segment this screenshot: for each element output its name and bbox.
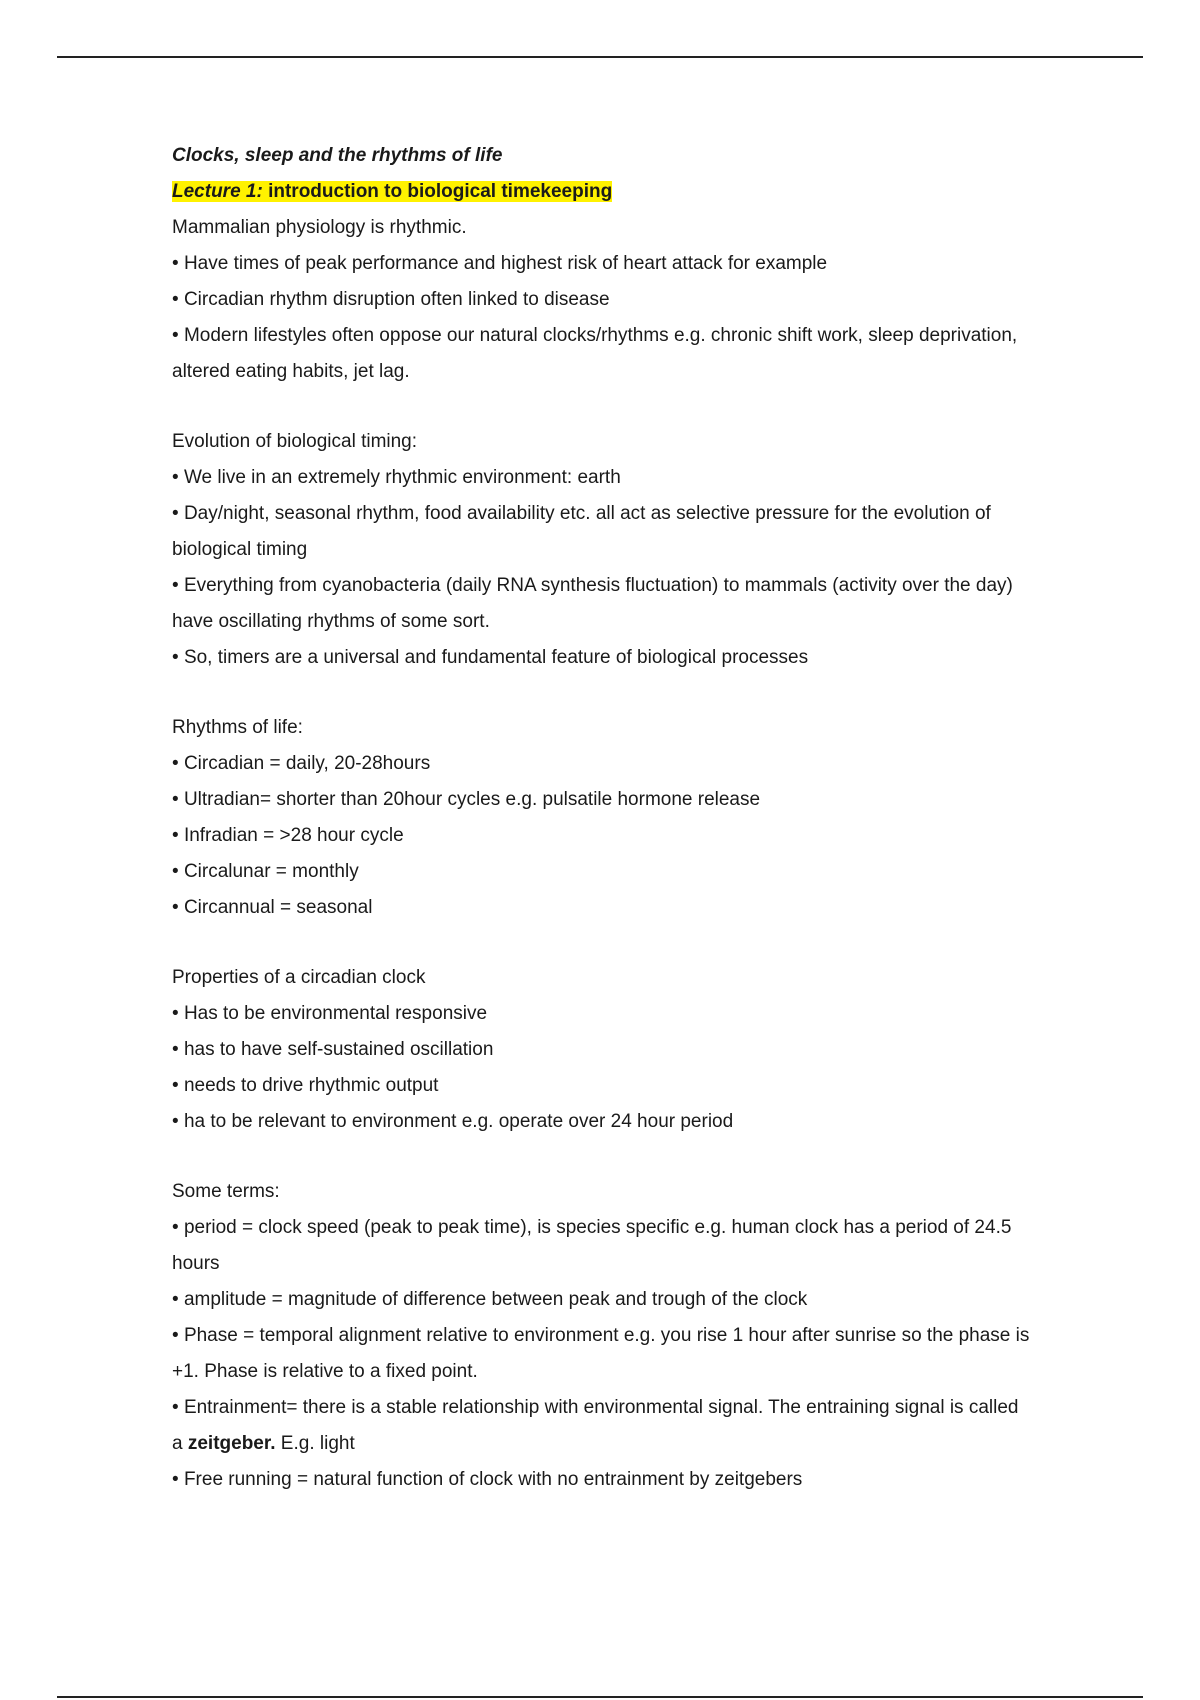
terms-bullet: • Phase = temporal alignment relative to environment e.g. you rise 1 hour after sunrise so the phase is +1. Phase is relative to a fixed point.: [172, 1318, 1032, 1390]
rhythms-bullet: • Circannual = seasonal: [172, 890, 1032, 926]
document-title: Clocks, sleep and the rhythms of life: [172, 145, 503, 166]
evolution-bullet: • Everything from cyanobacteria (daily RNA synthesis fluctuation) to mammals (activity over the day) have oscillating rhythms of some sort.: [172, 568, 1032, 640]
spacer: [172, 926, 1032, 960]
document-body: [172, 138, 1032, 1498]
spacer: [172, 676, 1032, 710]
spacer: [172, 1140, 1032, 1174]
terms-heading: Some terms:: [172, 1181, 280, 1202]
spacer: [172, 390, 1032, 424]
evolution-bullet: • So, timers are a universal and fundamental feature of biological processes: [172, 640, 1032, 676]
properties-bullet: • has to have self-sustained oscillation: [172, 1032, 1032, 1068]
rhythms-bullet: • Infradian = >28 hour cycle: [172, 818, 1032, 854]
lecture-title: introduction to biological timekeeping: [262, 181, 613, 202]
intro-bullet: • Have times of peak performance and highest risk of heart attack for example: [172, 246, 1032, 282]
lecture-highlight: [172, 181, 612, 202]
lecture-prefix: Lecture 1:: [172, 181, 263, 202]
top-rule: [57, 56, 1143, 58]
properties-bullet: • ha to be relevant to environment e.g. operate over 24 hour period: [172, 1104, 1032, 1140]
properties-bullet: • needs to drive rhythmic output: [172, 1068, 1032, 1104]
terms-bullet: • period = clock speed (peak to peak time), is species specific e.g. human clock has a period of 24.5 hours: [172, 1210, 1032, 1282]
properties-heading: Properties of a circadian clock: [172, 967, 426, 988]
intro-statement: Mammalian physiology is rhythmic.: [172, 217, 467, 238]
evolution-heading: Evolution of biological timing:: [172, 431, 418, 452]
entrainment-example: E.g. light: [275, 1433, 355, 1454]
terms-bullet: • amplitude = magnitude of difference between peak and trough of the clock: [172, 1282, 1032, 1318]
intro-bullet: • Modern lifestyles often oppose our natural clocks/rhythms e.g. chronic shift work, sleep deprivation, altered eating habits, jet lag.: [172, 318, 1032, 390]
rhythms-bullet: • Circadian = daily, 20-28hours: [172, 746, 1032, 782]
evolution-bullet: • We live in an extremely rhythmic environment: earth: [172, 460, 1032, 496]
terms-bullet-entrainment: [172, 1390, 1032, 1462]
bottom-rule: [57, 1696, 1143, 1698]
zeitgeber-term: zeitgeber.: [187, 1433, 276, 1454]
entrainment-text: Entrainment= there is a stable relationship with environmental signal. The entraining signal is called a: [172, 1397, 1019, 1454]
evolution-bullet: • Day/night, seasonal rhythm, food availability etc. all act as selective pressure for the evolution of biological timing: [172, 496, 1032, 568]
terms-bullet-free-running: • Free running = natural function of clock with no entrainment by zeitgebers: [172, 1462, 1032, 1498]
intro-bullet: • Circadian rhythm disruption often linked to disease: [172, 282, 1032, 318]
properties-bullet: • Has to be environmental responsive: [172, 996, 1032, 1032]
rhythms-bullet: • Ultradian= shorter than 20hour cycles e.g. pulsatile hormone release: [172, 782, 1032, 818]
lecture-heading: [172, 174, 1032, 210]
rhythms-heading: Rhythms of life:: [172, 717, 303, 738]
rhythms-bullet: • Circalunar = monthly: [172, 854, 1032, 890]
